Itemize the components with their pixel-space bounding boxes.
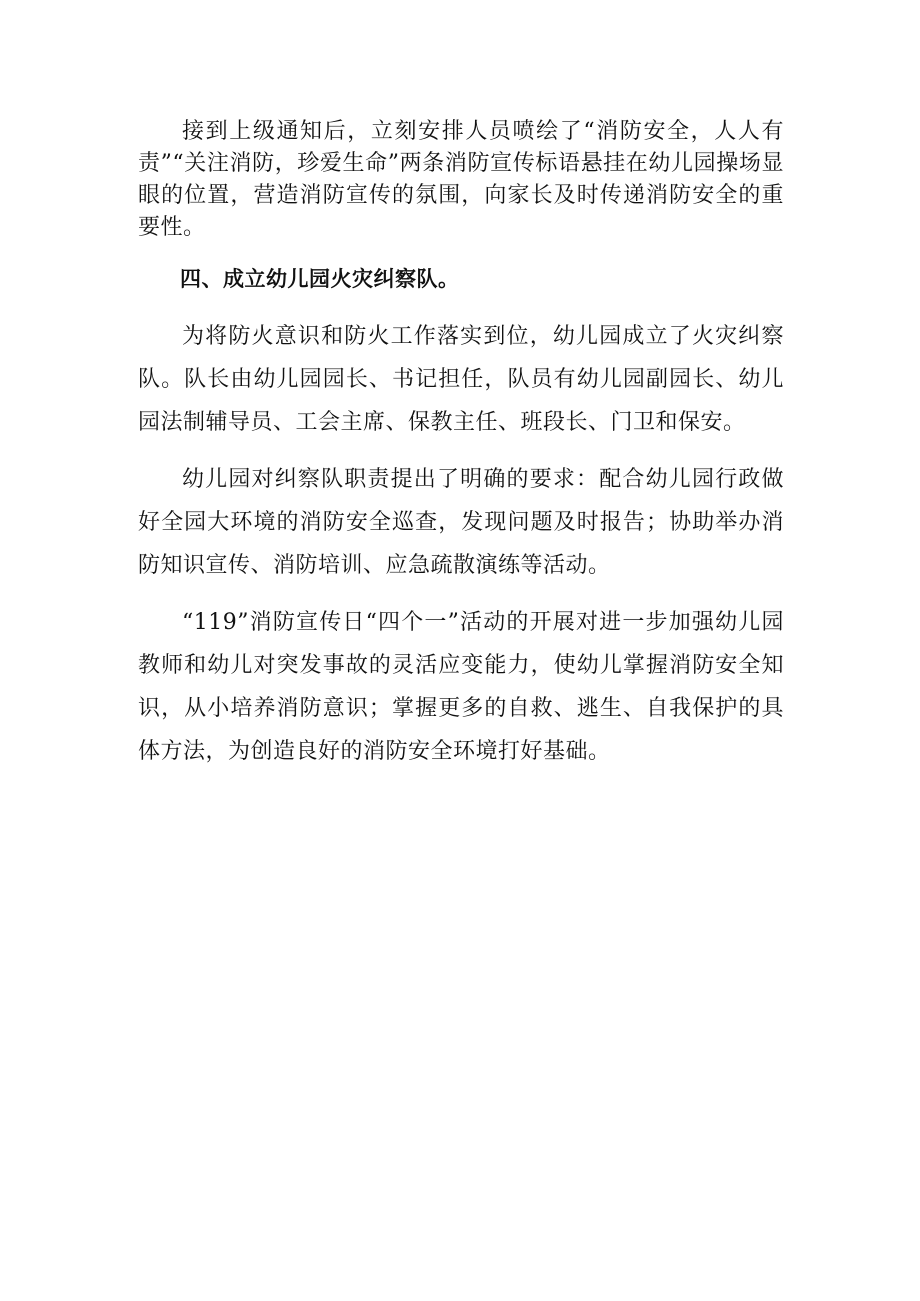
section-heading-four: 四、成立幼儿园火灾纠察队。 xyxy=(180,267,460,291)
paragraph-activity-summary: “119”消防宣传日“四个一”活动的开展对进一步加强幼儿园教师和幼儿对突发事故的灵活应变能力，使幼儿掌握消防安全知识，从小培养消防意识；掌握更多的自救、逃生、自我保护的具体方法，为创造良好的消防安全环境打好基础。 xyxy=(138,610,784,764)
document-page xyxy=(138,116,784,773)
paragraph-publicity-banners: 接到上级通知后，立刻安排人员喷绘了“消防安全，人人有责”“关注消防，珍爱生命”两条消防宣传标语悬挂在幼儿园操场显眼的位置，营造消防宣传的氛围，向家长及时传递消防安全的重要性。 xyxy=(138,119,784,240)
paragraph-fire-patrol-team: 为将防火意识和防火工作落实到位，幼儿园成立了火灾纠察队。队长由幼儿园园长、书记担任，队员有幼儿园副园长、幼儿园法制辅导员、工会主席、保教主任、班段长、门卫和保安。 xyxy=(138,324,784,435)
paragraph-patrol-duties: 幼儿园对纠察队职责提出了明确的要求：配合幼儿园行政做好全园大环境的消防安全巡查，发现问题及时报告；协助举办消防知识宣传、消防培训、应急疏散演练等活动。 xyxy=(138,467,784,578)
